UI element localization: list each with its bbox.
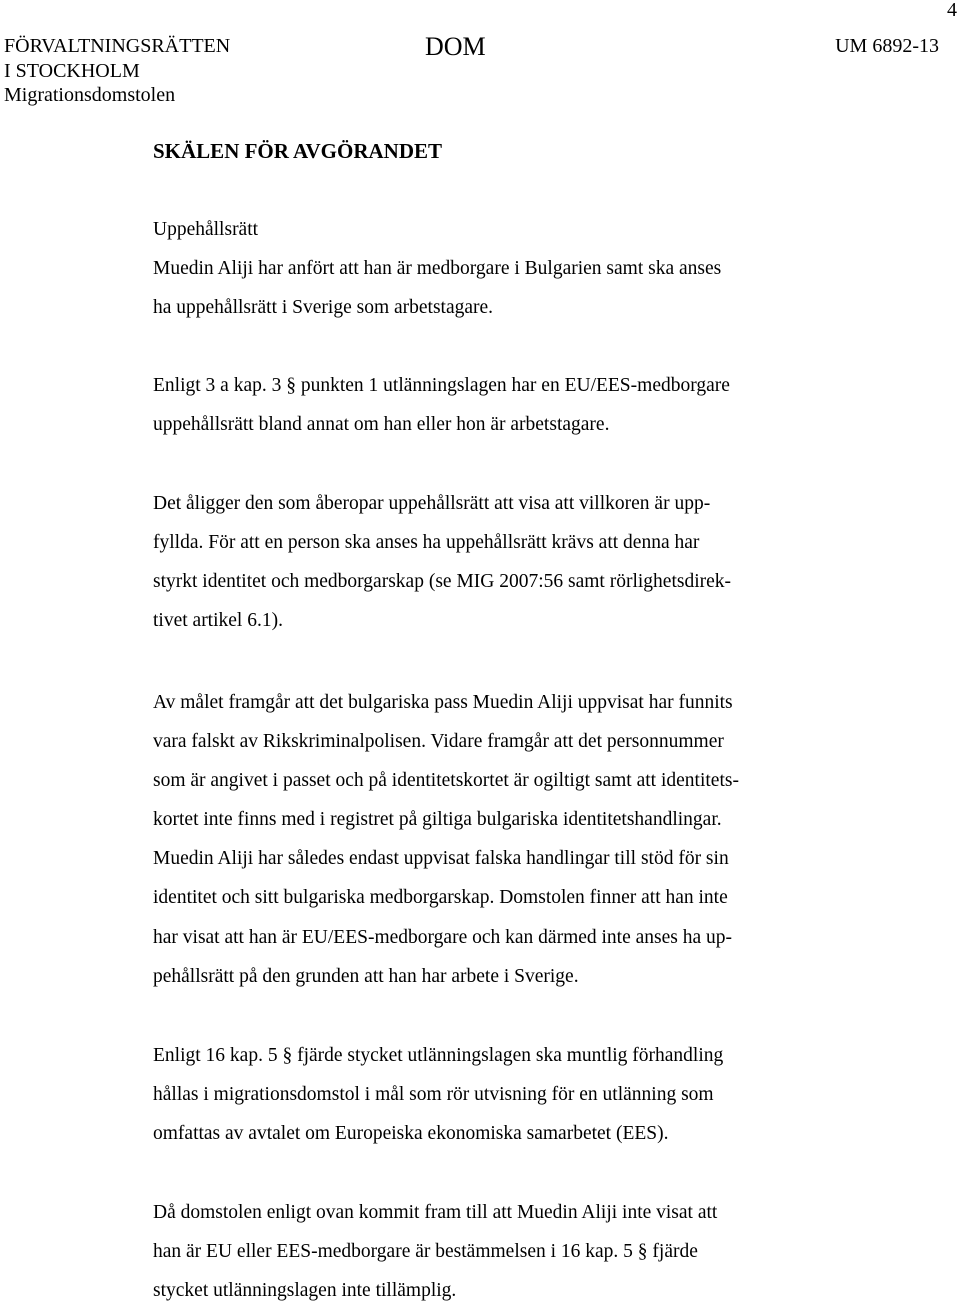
paragraph-line: Enligt 16 kap. 5 § fjärde stycket utlänningslagen ska muntlig förhandling (153, 1045, 724, 1066)
document-type: DOM (425, 32, 486, 61)
paragraph-line: Muedin Aliji har anfört att han är medborgare i Bulgarien samt ska anses (153, 258, 722, 279)
paragraph-line: Enligt 3 a kap. 3 § punkten 1 utlänningslagen har en EU/EES-medborgare (153, 375, 730, 396)
paragraph-line: styrkt identitet och medborgarskap (se MIG 2007:56 samt rörlighetsdirek- (153, 571, 732, 593)
case-number: UM 6892-13 (835, 35, 939, 57)
paragraph-burden-of-proof (153, 484, 843, 640)
paragraph-oral-hearing-rule (153, 1036, 843, 1153)
paragraph-line: han är EU eller EES-medborgare är bestämmelsen i 16 kap. 5 § fjärde (153, 1241, 698, 1263)
paragraph-line: har visat att han är EU/EES-medborgare och kan därmed inte anses ha up- (153, 926, 733, 948)
paragraph-line: pehållsrätt på den grunden att han har arbete i Sverige. (153, 965, 579, 987)
section-subtitle: Uppehållsrätt (153, 219, 259, 240)
paragraph-claim (153, 249, 843, 327)
court-name-line-2: I STOCKHOLM (4, 59, 140, 82)
court-division: Migrationsdomstolen (4, 84, 176, 106)
paragraph-line: vara falskt av Rikskriminalpolisen. Vidare framgår att det personnummer (153, 731, 724, 753)
paragraph-conclusion (153, 1193, 843, 1310)
paragraph-line: kortet inte finns med i registret på giltiga bulgariska identitetshandlingar. (153, 809, 722, 831)
section-title: SKÄLEN FÖR AVGÖRANDET (153, 139, 442, 163)
page-number: 4 (947, 0, 957, 21)
paragraph-line: hållas i migrationsdomstol i mål som rör utvisning för en utlänning som (153, 1084, 714, 1106)
paragraph-findings (153, 683, 843, 996)
paragraph-line: Av målet framgår att det bulgariska pass Muedin Aliji uppvisat har funnits (153, 692, 733, 713)
court-name-line-1: FÖRVALTNINGSRÄTTEN (4, 35, 231, 57)
paragraph-line: uppehållsrätt bland annat om han eller hon är arbetstagare. (153, 414, 610, 436)
paragraph-line: fyllda. För att en person ska anses ha uppehållsrätt krävs att denna har (153, 532, 700, 554)
paragraph-line: som är angivet i passet och på identitetskortet är ogiltigt samt att identitets- (153, 770, 739, 792)
paragraph-line: Då domstolen enligt ovan kommit fram till att Muedin Aliji inte visat att (153, 1202, 718, 1223)
paragraph-line: Muedin Aliji har således endast uppvisat falska handlingar till stöd för sin (153, 848, 729, 870)
court-name-block (4, 34, 230, 108)
paragraph-line: identitet och sitt bulgariska medborgarskap. Domstolen finner att han inte (153, 887, 728, 909)
paragraph-line: omfattas av avtalet om Europeiska ekonomiska samarbetet (EES). (153, 1123, 669, 1145)
paragraph-line: stycket utlänningslagen inte tillämplig. (153, 1280, 457, 1302)
paragraph-line: tivet artikel 6.1). (153, 610, 283, 632)
paragraph-line: Det åligger den som åberopar uppehållsrätt att visa att villkoren är upp- (153, 493, 711, 514)
paragraph-legal-basis (153, 366, 843, 444)
paragraph-line: ha uppehållsrätt i Sverige som arbetstagare. (153, 297, 494, 319)
